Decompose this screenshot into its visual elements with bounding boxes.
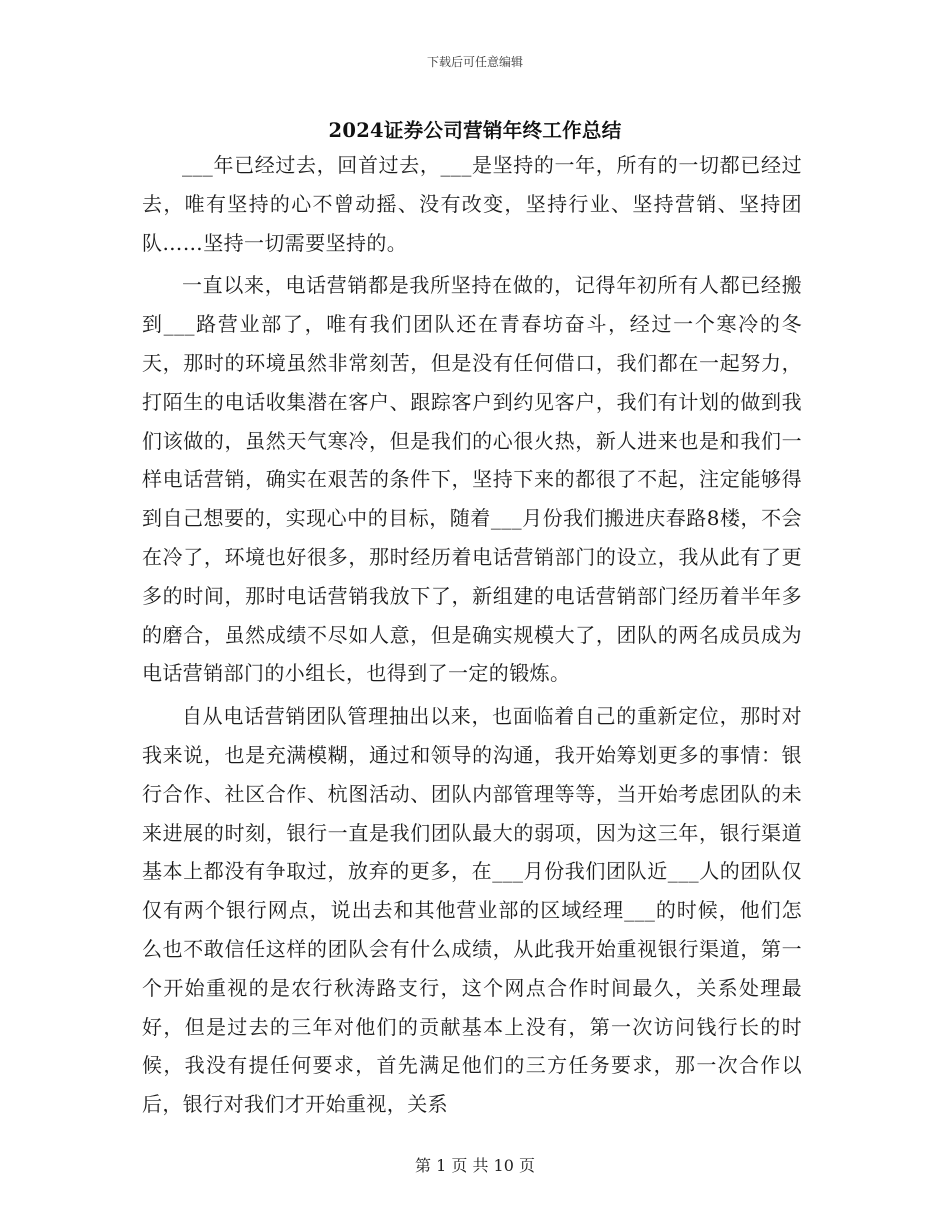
header-note: 下载后可任意编辑 (426, 55, 523, 69)
document-title: 2024证券公司营销年终工作总结 (328, 119, 622, 142)
paragraph: ___年已经过去，回首过去，___是坚持的一年，所有的一切都已经过去，唯有坚持的心不曾动摇、没有改变，坚持行业、坚持营销、坚持团队……坚持一切需要坚持的。 (142, 153, 802, 255)
document-body (142, 146, 802, 1128)
paragraph: 自从电话营销团队管理抽出以来，也面临着自己的重新定位，那时对我来说，也是充满模糊，通过和领导的沟通，我开始筹划更多的事情：银行合作、社区合作、杭图活动、团队内部管理等等，当开始考虑团队的未来进展的时刻，银行一直是我们团队最大的弱项，因为这三年，银行渠道基本上都没有争取过，放弃的更多，在___月份我们团队近___人的团队仅仅有两个银行网点，说出去和其他营业部的区域经理___的时候，他们怎么也不敢信任这样的团队会有什么成绩，从此我开始重视银行渠道，第一个开始重视的是农行秋涛路支行，这个网点合作时间最久，关系处理最好，但是过去的三年对他们的贡献基本上没有，第一次访问钱行长的时候，我没有提任何要求，首先满足他们的三方任务要求，那一次合作以后，银行对我们才开始重视，关系 (142, 704, 802, 1117)
page-number: 第 1 页 共 10 页 (415, 1156, 535, 1175)
paragraph: 一直以来，电话营销都是我所坚持在做的，记得年初所有人都已经搬到___路营业部了，唯有我们团队还在青春坊奋斗，经过一个寒冷的冬天，那时的环境虽然非常刻苦，但是没有任何借口，我们都在一起努力，打陌生的电话收集潜在客户、跟踪客户到约见客户，我们有计划的做到我们该做的，虽然天气寒冷，但是我们的心很火热，新人进来也是和我们一样电话营销，确实在艰苦的条件下，坚持下来的都很了不起，注定能够得到自己想要的，实现心中的目标，随着___月份我们搬进庆春路8楼，不会在冷了，环境也好很多，那时经历着电话营销部门的设立，我从此有了更多的时间，那时电话营销我放下了，新组建的电话营销部门经历着半年多的磨合，虽然成绩不尽如人意，但是确实规模大了，团队的两名成员成为电话营销部门的小组长，也得到了一定的锻炼。 (142, 273, 802, 686)
